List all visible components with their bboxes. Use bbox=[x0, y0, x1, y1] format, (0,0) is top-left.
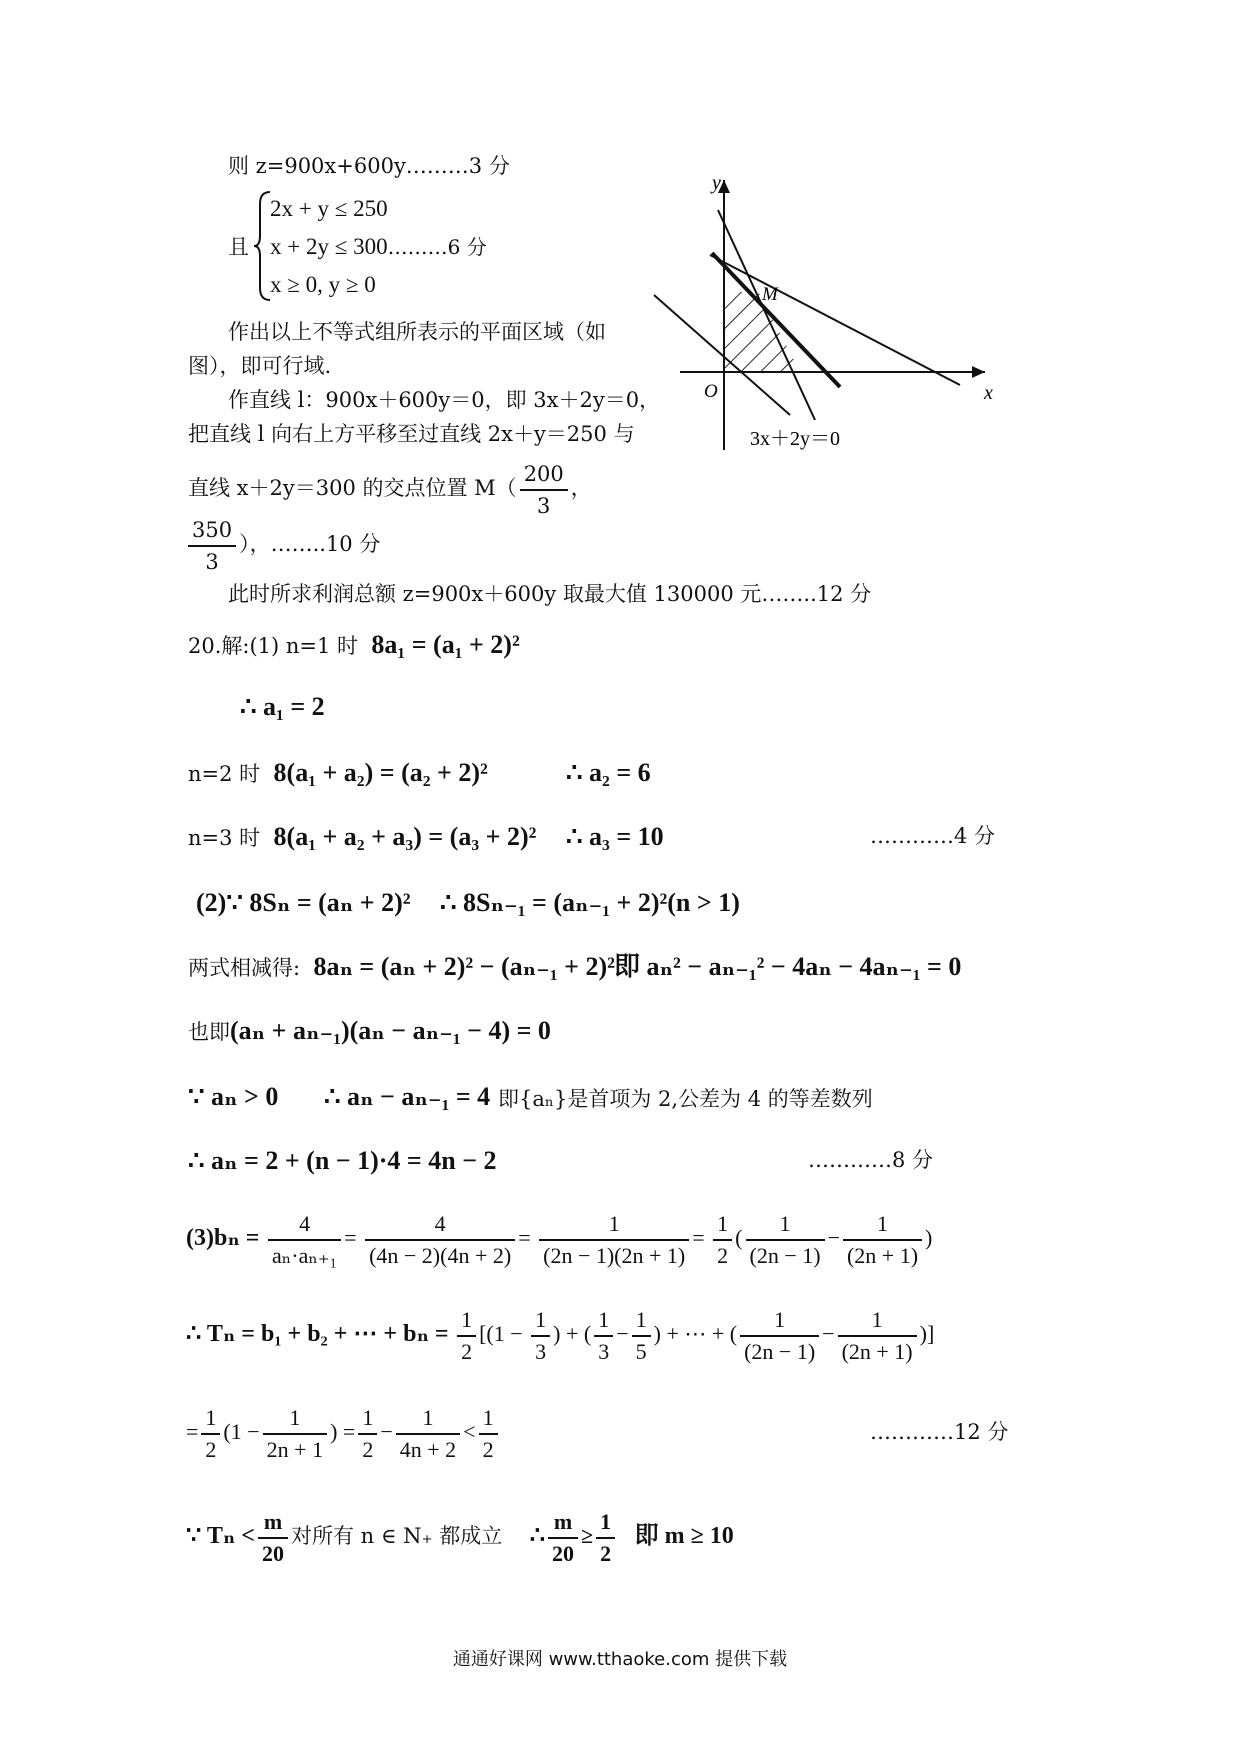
score-4: …………4 分 bbox=[870, 824, 996, 848]
since-positive: ∵ aₙ > 0 bbox=[188, 1082, 279, 1111]
n3-line: n=3 时 8(a₁ + a₂ + a₃) = (a₃ + 2)² bbox=[188, 822, 537, 851]
score-12: …………12 分 bbox=[870, 1420, 1009, 1444]
inequality-2: x + 2y ≤ 300………6 分 bbox=[270, 234, 487, 259]
n2-line: n=2 时 8(a₁ + a₂) = (a₂ + 2)² bbox=[188, 758, 488, 787]
tn-result: = $\frac{1}{2}$ (1 − $\frac{1}{2n + 1}$ ) = $\frac{1}{2}$ − $\frac{1}{4n + 2}$ < $\frac{1}{2}$ bbox=[186, 1400, 501, 1465]
a3-result: ∴ a₃ = 10 bbox=[566, 822, 664, 851]
region-text-1: 作出以上不等式组所表示的平面区域（如 bbox=[228, 320, 606, 344]
region-text-2: 图），即可行域. bbox=[188, 354, 332, 378]
a1-result: ∴ a₁ = 2 bbox=[240, 692, 325, 721]
diff-four: ∴ aₙ − aₙ₋₁ = 4 bbox=[324, 1082, 491, 1111]
z-objective-line: 则 z=900x+600y………3 分 bbox=[228, 154, 510, 178]
x-axis-arrow bbox=[972, 366, 985, 378]
system-brace bbox=[252, 190, 272, 302]
intersection-text-2: $\frac{350}{3}$ ），……..10 分 bbox=[188, 514, 380, 577]
x-axis-label: x bbox=[984, 382, 993, 404]
intersection-text: 直线 x＋2y＝300 的交点位置 M（ $\frac{200}{3}$ ， bbox=[188, 458, 592, 521]
also-line: 也即(aₙ + aₙ₋₁)(aₙ − aₙ₋₁ − 4) = 0 bbox=[188, 1016, 551, 1045]
inequality-1: 2x + y ≤ 250 bbox=[270, 196, 388, 221]
origin-label: O bbox=[704, 381, 718, 402]
an-formula: ∴ aₙ = 2 + (n − 1)·4 = 4n − 2 bbox=[188, 1146, 497, 1175]
profit-text: 此时所求利润总额 z=900x＋600y 取最大值 130000 元……..12 分 bbox=[228, 582, 872, 606]
y-axis-label: y bbox=[712, 175, 721, 194]
subtract-line-b: 即 aₙ² − aₙ₋₁² − 4aₙ − 4aₙ₋₁ = 0 bbox=[614, 952, 962, 981]
qie-label: 且 bbox=[228, 235, 249, 259]
final-conclusion: ∵ Tₙ < $\frac{m}{20}$ 对所有 n ∈ N₊ 都成立 ∴ $\frac{m}{20}$ ≥ $\frac{1}{2}$ 即 m ≥ 10 bbox=[186, 1508, 734, 1566]
tn-sum: ∴ Tₙ = b₁ + b₂ + ⋯ + bₙ = $\frac{1}{2}$ [(1 − $\frac{1}{3}$ ) + ( $\frac{1}{3}$ − $\frac{1}{5}$ ) + ⋯ + ( $\frac{1}{(2n - 1)}$ − $\frac{1}{(2n + 1)}$ )] bbox=[186, 1306, 935, 1364]
inequality-3: x ≥ 0, y ≥ 0 bbox=[270, 272, 376, 297]
line-l-text-1: 作直线 l：900x＋600y＝0，即 3x＋2y＝0， bbox=[228, 388, 661, 412]
p2-line: (2)∵ 8Sₙ = (aₙ + 2)² bbox=[196, 888, 411, 917]
arith-seq-text: 即{aₙ}是首项为 2,公差为 4 的等差数列 bbox=[498, 1087, 873, 1111]
objective-line-label: 3x＋2y＝0 bbox=[750, 428, 840, 450]
footer: 通通好课网 www.tthaoke.com 提供下载 bbox=[452, 1649, 788, 1670]
feasible-region-graph bbox=[640, 175, 1000, 455]
inequality-system bbox=[270, 190, 487, 304]
point-m-label: M bbox=[762, 284, 778, 305]
q20-head: 20.解:(1) n=1 时 8a₁ = (a₁ + 2)² bbox=[188, 630, 520, 659]
bn-formula: (3)bₙ = $\frac{4}{\text{aₙ·aₙ₊₁}}$ = $\frac{4}{(4n - 2)(4n + 2)}$ = $\frac{1}{(2n - 1)(2n + 1)}$ = $\frac{1}{2}$ ( $\frac{1}{(2n - 1)}$ − $\frac{1}{(2n + 1)}$ ) bbox=[186, 1210, 933, 1268]
score-8: …………8 分 bbox=[808, 1148, 934, 1172]
line-l-text-2: 把直线 l 向右上方平移至过直线 2x＋y＝250 与 bbox=[188, 422, 635, 446]
p2-line-b: ∴ 8Sₙ₋₁ = (aₙ₋₁ + 2)²(n > 1) bbox=[440, 888, 740, 917]
subtract-line: 两式相减得: 8aₙ = (aₙ + 2)² − (aₙ₋₁ + 2)² bbox=[188, 952, 615, 981]
a2-result: ∴ a₂ = 6 bbox=[566, 758, 651, 787]
